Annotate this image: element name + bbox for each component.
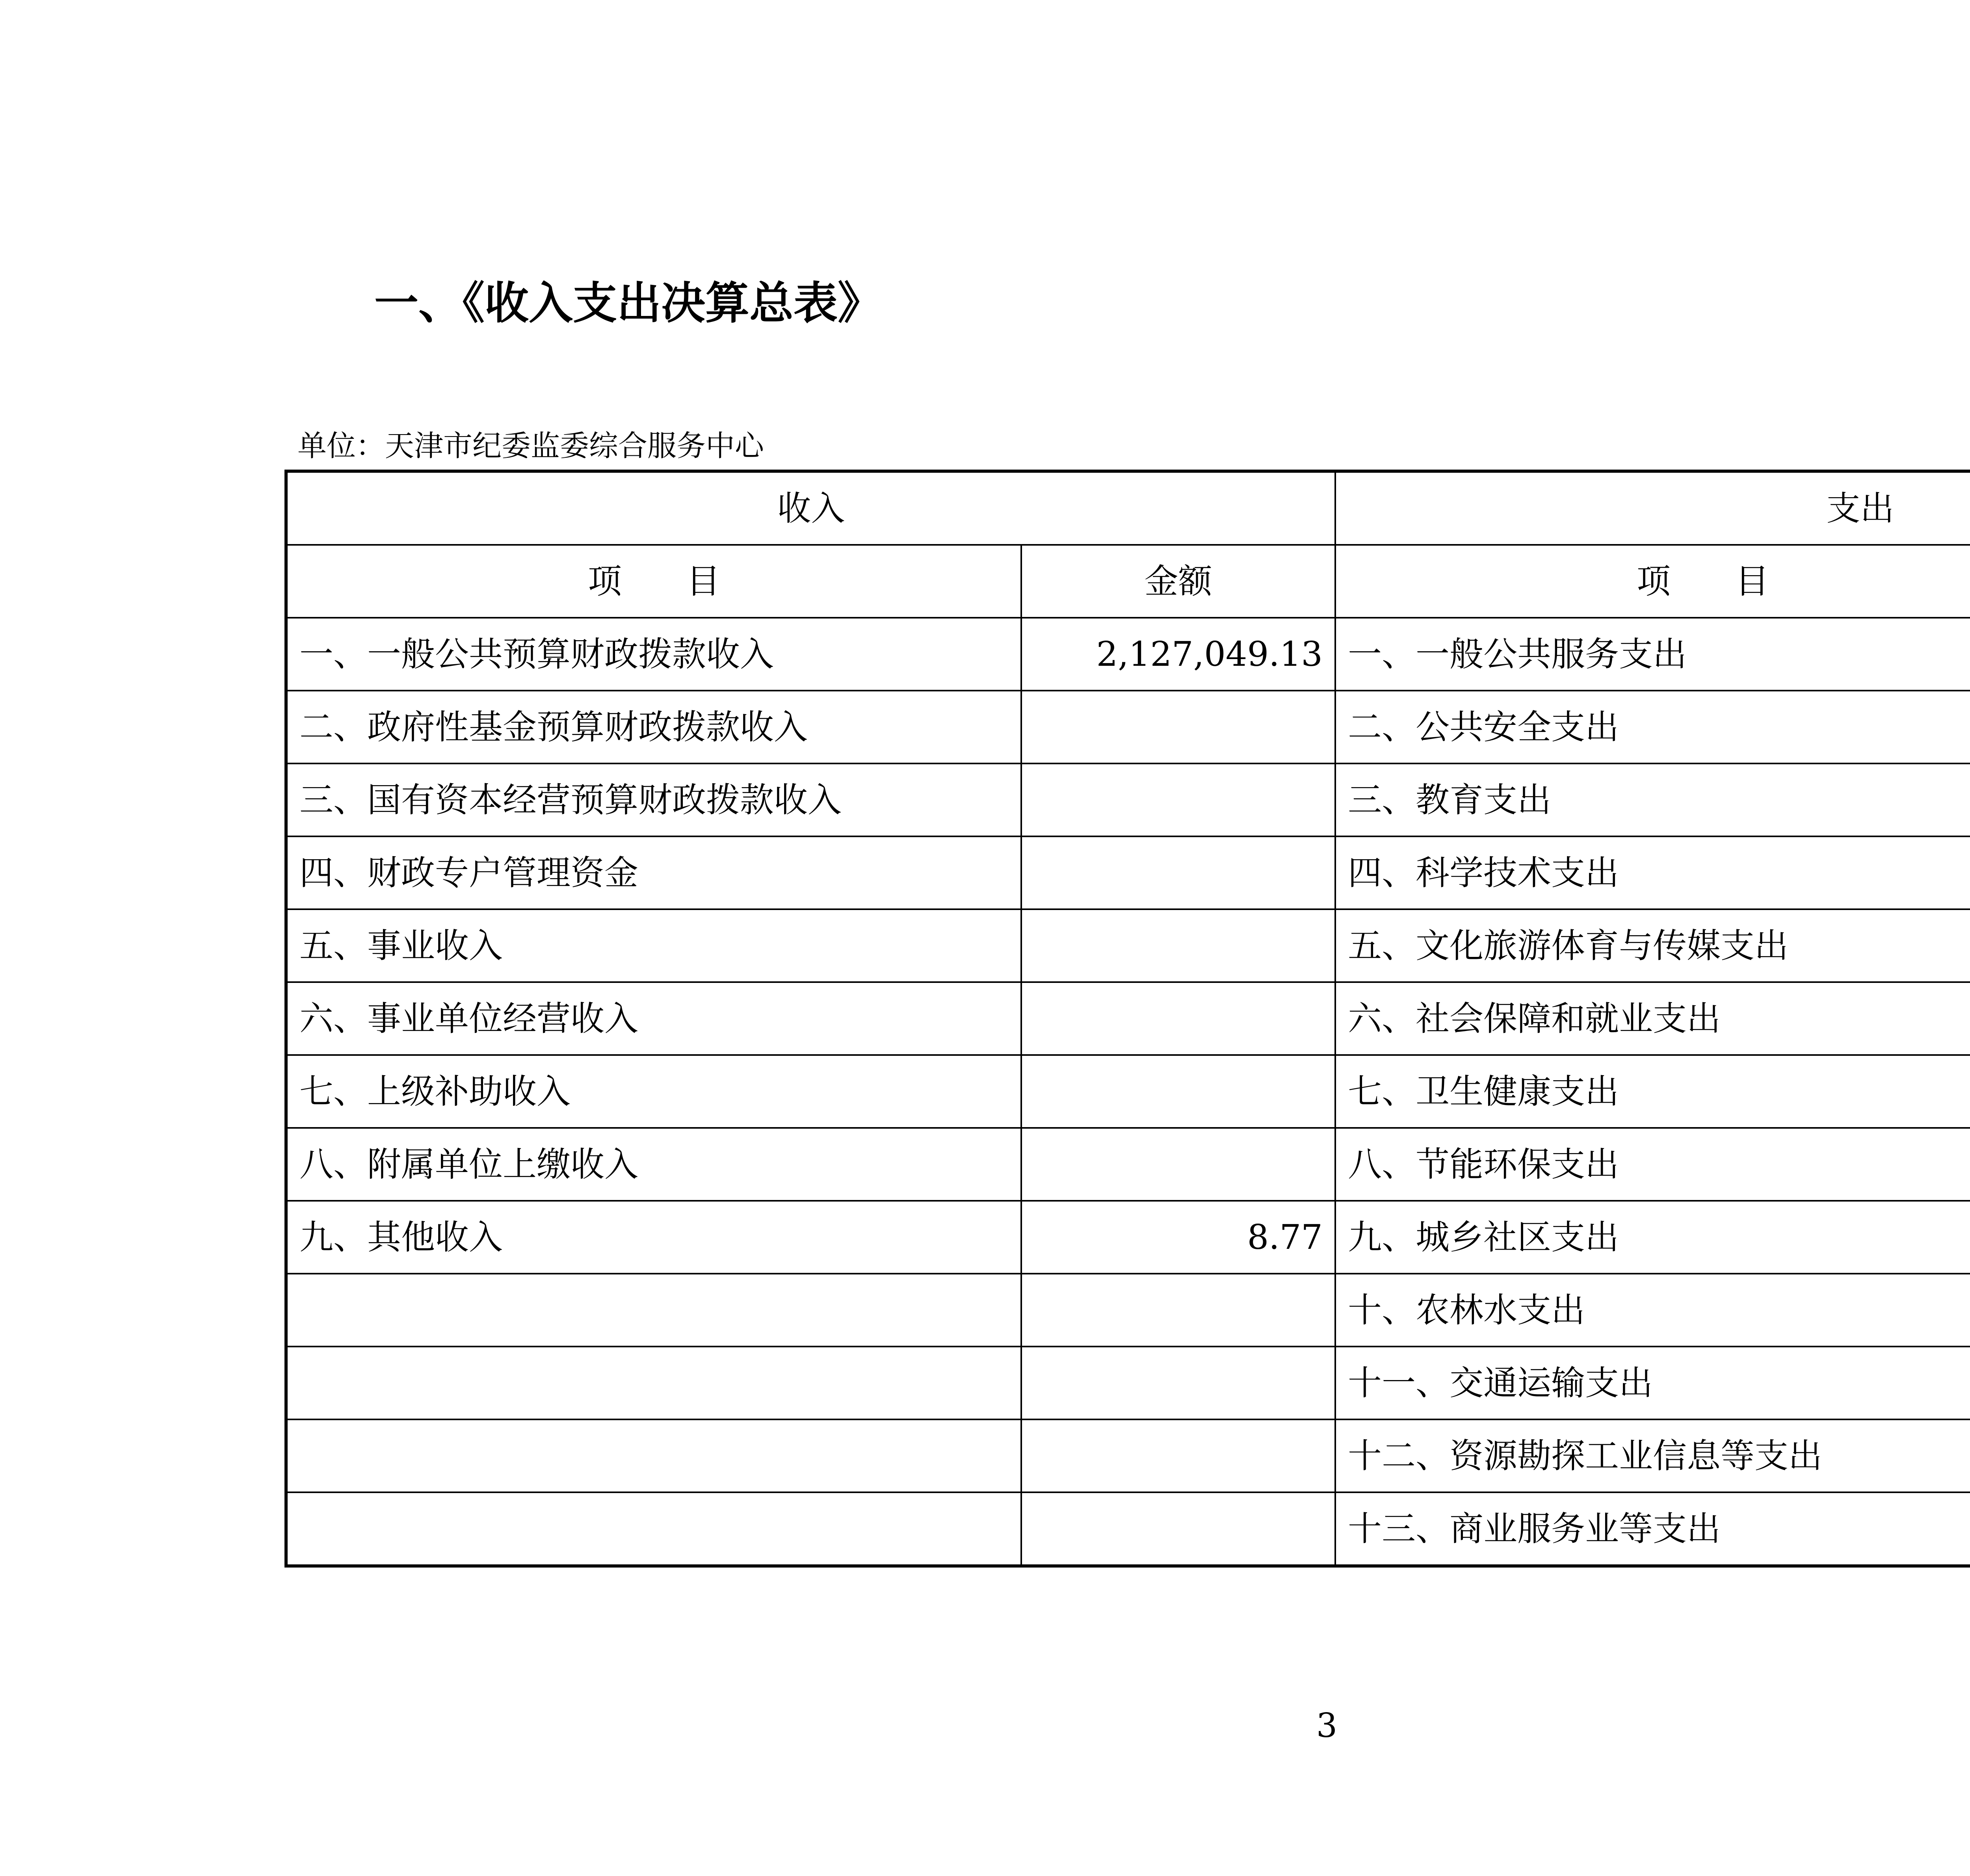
income-item-cell (286, 1419, 1021, 1492)
expense-item-cell: 八、节能环保支出 (1335, 1128, 1970, 1201)
income-amount-header: 金额 (1021, 545, 1335, 618)
table-row (286, 1492, 1970, 1566)
table-row (286, 982, 1970, 1055)
income-amount-cell: 2,127,049.13 (1021, 618, 1335, 691)
table-row (286, 1201, 1970, 1274)
expense-item-cell: 一、一般公共服务支出 (1335, 618, 1970, 691)
expense-item-header: 项 目 (1335, 545, 1970, 618)
income-amount-cell (1021, 763, 1335, 836)
expense-header: 支出 (1335, 471, 1970, 545)
income-item-cell (286, 1492, 1021, 1566)
expense-item-cell: 六、社会保障和就业支出 (1335, 982, 1970, 1055)
table-row (286, 909, 1970, 982)
expense-item-cell: 九、城乡社区支出 (1335, 1201, 1970, 1274)
table-row (286, 618, 1970, 691)
income-amount-cell: 8.77 (1021, 1201, 1335, 1274)
expense-item-cell: 十一、交通运输支出 (1335, 1347, 1970, 1419)
income-header: 收入 (286, 471, 1335, 545)
table-row (286, 1128, 1970, 1201)
income-item-cell (286, 1347, 1021, 1419)
page-number: 3 (1316, 1706, 1338, 1745)
income-item-cell: 八、附属单位上缴收入 (286, 1128, 1021, 1201)
income-item-cell: 五、事业收入 (286, 909, 1021, 982)
table-row (286, 1419, 1970, 1492)
expense-item-cell: 十三、商业服务业等支出 (1335, 1492, 1970, 1566)
table-row (286, 836, 1970, 909)
section-header-row (286, 471, 1970, 545)
table-row (286, 691, 1970, 763)
income-amount-cell (1021, 982, 1335, 1055)
income-amount-cell (1021, 1492, 1335, 1566)
table-row (286, 763, 1970, 836)
income-item-header: 项 目 (286, 545, 1021, 618)
income-expense-summary-table (284, 470, 1970, 1568)
page-title: 一、《收入支出决算总表》 (374, 278, 882, 329)
income-item-cell: 七、上级补助收入 (286, 1055, 1021, 1128)
income-amount-cell (1021, 1055, 1335, 1128)
reporting-unit-label: 单位：天津市纪委监委综合服务中心 (297, 429, 764, 463)
income-item-cell: 六、事业单位经营收入 (286, 982, 1021, 1055)
table-row (286, 1055, 1970, 1128)
column-header-row (286, 545, 1970, 618)
income-item-cell: 四、财政专户管理资金 (286, 836, 1021, 909)
expense-item-cell: 三、教育支出 (1335, 763, 1970, 836)
expense-item-cell: 五、文化旅游体育与传媒支出 (1335, 909, 1970, 982)
income-amount-cell (1021, 1419, 1335, 1492)
table-row (286, 1274, 1970, 1347)
income-item-cell (286, 1274, 1021, 1347)
income-amount-cell (1021, 691, 1335, 763)
income-amount-cell (1021, 909, 1335, 982)
income-item-cell: 三、国有资本经营预算财政拨款收入 (286, 763, 1021, 836)
income-item-cell: 九、其他收入 (286, 1201, 1021, 1274)
expense-item-cell: 十二、资源勘探工业信息等支出 (1335, 1419, 1970, 1492)
income-amount-cell (1021, 1128, 1335, 1201)
table-row (286, 1347, 1970, 1419)
income-amount-cell (1021, 836, 1335, 909)
income-amount-cell (1021, 1274, 1335, 1347)
expense-item-cell: 四、科学技术支出 (1335, 836, 1970, 909)
income-amount-cell (1021, 1347, 1335, 1419)
expense-item-cell: 十、农林水支出 (1335, 1274, 1970, 1347)
income-item-cell: 二、政府性基金预算财政拨款收入 (286, 691, 1021, 763)
expense-item-cell: 七、卫生健康支出 (1335, 1055, 1970, 1128)
expense-item-cell: 二、公共安全支出 (1335, 691, 1970, 763)
income-item-cell: 一、一般公共预算财政拨款收入 (286, 618, 1021, 691)
